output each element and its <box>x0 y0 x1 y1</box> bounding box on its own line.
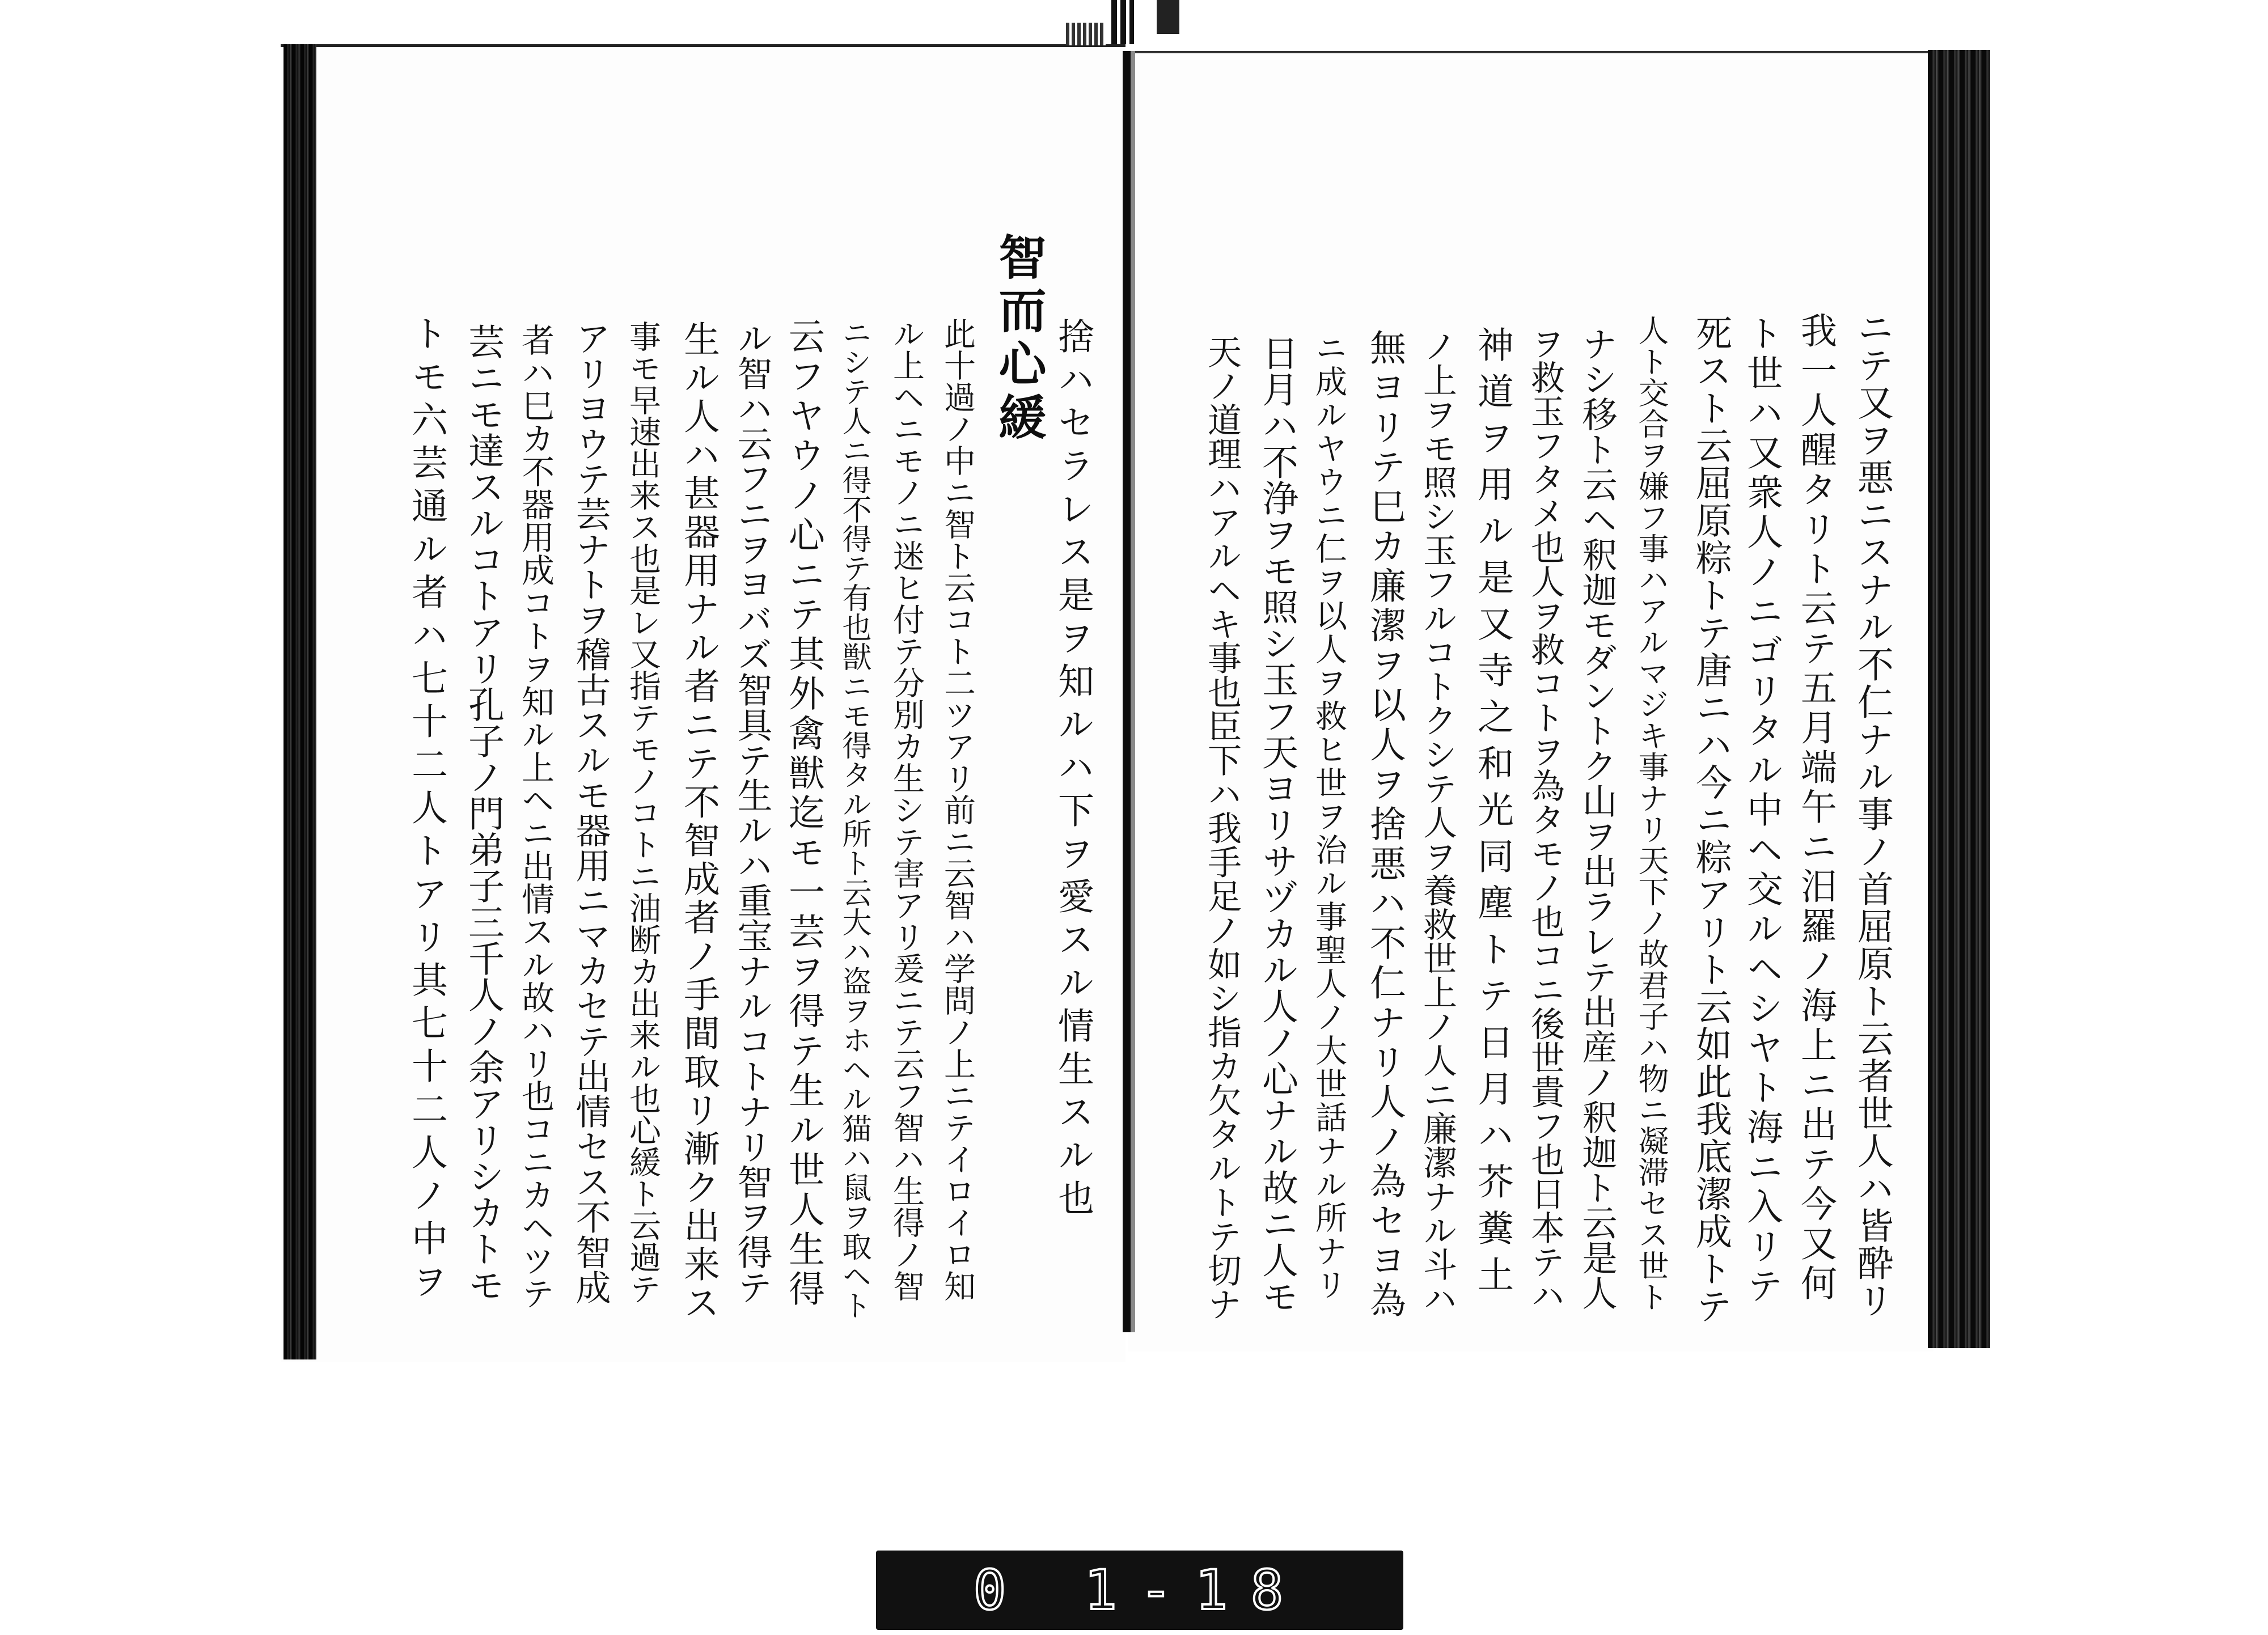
text-column: 我一人醒タリト云テ五月端午ニ汨羅ノ海上ニ出テ今又何 <box>1795 312 1837 1304</box>
text-column: ノ上ヲモ照シ玉フルコトクシテ人ヲ養救世上ノ人ニ廉潔ナル斗ハ <box>1417 329 1457 1315</box>
center-fold <box>1123 51 1131 1332</box>
binding-clip <box>1111 0 1134 44</box>
page-number-plate <box>876 1551 1403 1630</box>
section-title: 智而心緩 <box>991 232 1047 446</box>
text-column: ト世ハ又衆人ノニゴリタル中ヘ交ルヘシヤト海ニ入リテ <box>1741 315 1783 1307</box>
text-column: ヲ救玉フタメ也人ヲ救コトヲ為タモノ也コニ後世貴フ也日本テハ <box>1525 326 1565 1312</box>
text-column: ル智ハ云フニヲヨバズ智具テ生ルハ重宝ナルコトナリ智ヲ得テ <box>731 320 773 1304</box>
text-column: 芸ニモ達スルコトアリ孔子ノ門弟子三千人ノ余アリシカトモ <box>462 323 504 1303</box>
text-column: ナシ移ト云ヘ釈迦モダントク山ヲ出ラレテ出産ノ釈迦ト云是人 <box>1576 326 1618 1310</box>
text-column: ニシテ人ニ得不得テ有也獣ニモ得タル所ト云大ハ盗ヲホヘル猫ハ鼠ヲ取ヘト <box>837 317 871 1320</box>
text-column: 者ハ巳カ不器用成コトヲ知ル上ヘニ出情スル故ハリ也コニカヘツテ <box>516 323 555 1310</box>
text-column: 事モ早速出来ス也是レ又指テモノコトニ油断カ出来ル也心緩ト云過テ <box>624 320 661 1304</box>
page-number: 0 1-18 <box>973 1558 1306 1622</box>
text-column: 神道ヲ用ル是又寺之和光同塵トテ日月ハ芥糞土 <box>1471 326 1513 1302</box>
binding-clip <box>1157 0 1179 34</box>
left-page-edge <box>284 44 316 1359</box>
text-column: 天ノ道理ハアルヘキ事也臣下ハ我手足ノ如シ指カ欠タルトテ切ナ <box>1202 334 1242 1321</box>
text-column: ル上ヘニモノニ迷ヒ付テ分別カ生シテ害アリ爰ニテ云フ智ハ生得ノ智 <box>888 317 925 1302</box>
text-column: アリヨウテ芸ナトヲ稽古スルモ器用ニマカセテ出情セス不智成 <box>570 320 611 1304</box>
text-column: 日月ハ不浄ヲモ照シ玉フ天ヨリサヅカル人ノ心ナル故ニ人モ <box>1256 334 1298 1314</box>
right-page-edge <box>1928 50 1990 1348</box>
text-column: 捨ハセラレス是ヲ知ルハ下ヲ愛スル情生スル也 <box>1052 317 1094 1222</box>
binding-clip <box>1066 23 1106 45</box>
text-column: 生ル人ハ甚器用ナル者ニテ不智成者ノ手間取リ漸ク出来ス <box>678 320 720 1323</box>
text-column: 死スト云屈原粽トテ唐ニハ今ニ粽アリト云如此我底潔成トテ <box>1690 315 1732 1325</box>
text-column: ニテ又ヲ悪ニスナル不仁ナル事ノ首屈原ト云者世人ハ皆酔リ <box>1851 309 1893 1319</box>
text-column: 人ト交合ヲ嫌フ事ハアルマジキ事ナリ天下ノ故君子ハ物ニ凝滞セス世ト <box>1634 315 1669 1312</box>
text-column: ニ成ルヤウニ仁ヲ以人ヲ救ヒ世ヲ治ル事聖人ノ大世話ナル所ナリ <box>1310 332 1347 1302</box>
text-column: 云フヤウノ心ニテ其外禽獣迄モ一芸ヲ得テ生ル世人生得 <box>782 317 824 1310</box>
text-column: トモ六芸通ル者ハ七十二人トアリ其七十二人ノ中ヲ <box>405 315 447 1306</box>
text-column: 此十過ノ中ニ智ト云コト二ツアリ前ニ云智ハ学問ノ上ニテイロイロ知 <box>939 317 976 1302</box>
text-column: 無ヨリテ巳カ廉潔ヲ以人ヲ捨悪ハ不仁ナリ人ノ為セヨ為 <box>1364 329 1406 1321</box>
center-fold-shadow <box>1131 51 1135 1332</box>
